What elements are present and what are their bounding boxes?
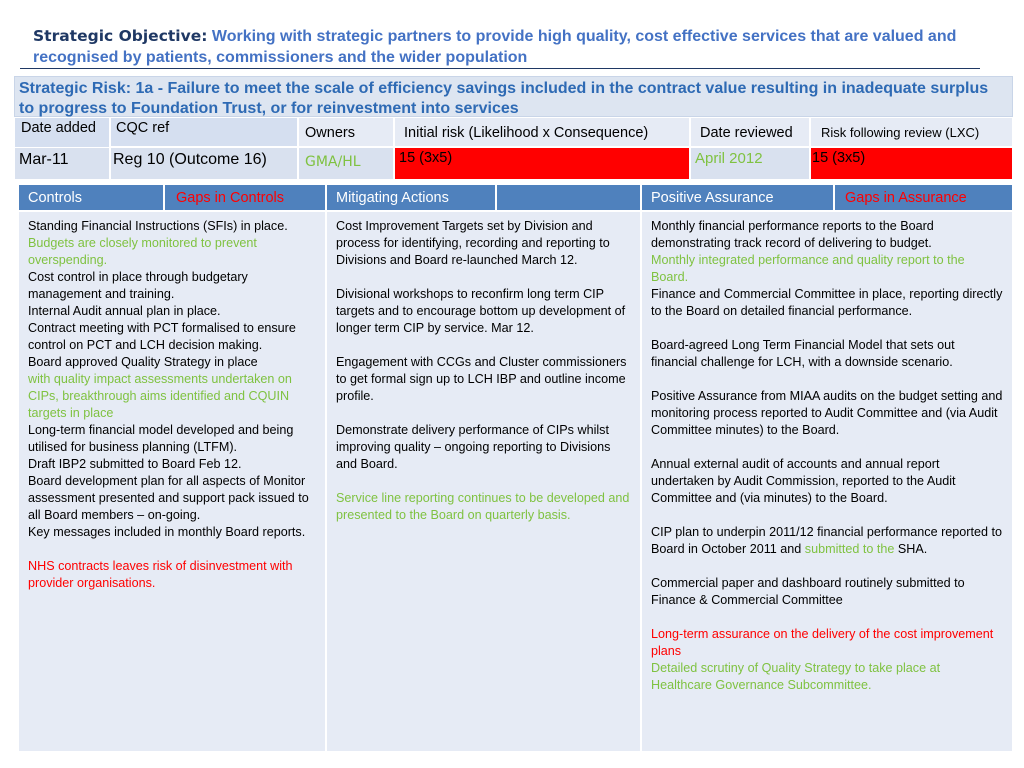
assurance-item-part: CIP plan to underpin 2011/12 financial performance reported to Board in October 2011 and (651, 525, 1002, 556)
control-item: Long-term financial model developed and being utilised for business planning (LTFM). (28, 423, 294, 454)
positive-assurance-header (641, 184, 834, 211)
strategic-objective-header (33, 26, 993, 68)
risk-following-value: 15 (3x5) (812, 150, 866, 166)
assurance-gap-item: Detailed scrutiny of Quality Strategy to take place at Healthcare Governance Subcommittee. (651, 661, 941, 692)
mitigating-item: Cost Improvement Targets set by Division and process for identifying, recording and reporting to Divisions and Board re-launched March 12. (336, 219, 610, 267)
mitigating-actions-header-extra (496, 184, 641, 211)
date-reviewed-header (690, 117, 810, 147)
mitigating-actions-header-label: Mitigating Actions (336, 190, 449, 206)
control-item: Cost control in place through budgetary management and training. (28, 270, 248, 301)
objective-text: Working with strategic partners to provide high quality, cost effective services that are valued and recognised by patients, commissioners and the wider population (33, 28, 957, 66)
assurance-gap-item: Long-term assurance on the delivery of the cost improvement plans (651, 627, 994, 658)
cqc-ref-header-label: CQC ref (116, 120, 170, 136)
gaps-in-controls-header (164, 184, 326, 211)
control-item: Contract meeting with PCT formalised to ensure control on PCT and LCH decision making. (28, 321, 296, 352)
cqc-ref-header (110, 117, 298, 147)
assurance-item (651, 524, 1004, 558)
mitigating-item: Demonstrate delivery performance of CIPs whilst improving quality – ongoing reporting to Divisions and Board. (336, 423, 611, 471)
header-divider (20, 68, 980, 69)
assurance-item: Monthly financial performance reports to the Board demonstrating track record of delivering to budget. (651, 219, 934, 250)
assurance-item: Monthly integrated performance and quality report to the Board. (651, 253, 965, 284)
gaps-in-controls-header-label: Gaps in Controls (176, 190, 284, 206)
initial-risk-header (394, 117, 690, 147)
assurance-item: Positive Assurance from MIAA audits on the budget setting and monitoring process reported to Audit Committee and (via Audit Committee minutes) to the Board. (651, 389, 1003, 437)
mitigating-item: Divisional workshops to reconfirm long term CIP targets and to encourage bottom up development of longer term CIP by service. Mar 12. (336, 287, 626, 335)
mitigating-actions-column (326, 211, 641, 752)
control-item: Draft IBP2 submitted to Board Feb 12. (28, 457, 242, 471)
assurance-item-part: SHA. (897, 542, 928, 556)
assurance-item: Annual external audit of accounts and annual report undertaken by Audit Commission, reported to the Audit Committee and (via minutes) to the Board. (651, 457, 956, 505)
initial-risk-value: 15 (3x5) (399, 150, 453, 166)
date-reviewed-header-label: Date reviewed (700, 125, 793, 141)
controls-header-label: Controls (28, 190, 82, 206)
controls-column (18, 211, 326, 752)
date-added-value-cell (14, 147, 110, 180)
positive-assurance-header-label: Positive Assurance (651, 190, 774, 206)
owners-header-label: Owners (305, 125, 355, 141)
initial-risk-header-label: Initial risk (Likelihood x Consequence) (404, 125, 649, 141)
assurance-item: Finance and Commercial Committee in place, reporting directly to the Board on detailed financial performance. (651, 287, 1003, 318)
assurance-item: Board-agreed Long Term Financial Model that sets out financial challenge for LCH, with a downside scenario. (651, 338, 955, 369)
mitigating-item: Engagement with CCGs and Cluster commissioners to get formal sign up to LCH IBP and outline income profile. (336, 355, 627, 403)
assurance-item: Commercial paper and dashboard routinely submitted to Finance & Commercial Committee (651, 576, 965, 607)
date-added-header-label: Date added (21, 120, 96, 136)
owners-header (298, 117, 394, 147)
mitigating-item: Service line reporting continues to be developed and presented to the Board on quarterly basis. (336, 491, 630, 522)
date-reviewed-value-cell (690, 147, 810, 180)
assurance-item-part: submitted to the (804, 542, 895, 556)
cqc-ref-value-cell (110, 147, 298, 180)
objective-label: Strategic Objective: (33, 27, 208, 45)
owners-value-cell (298, 147, 394, 180)
gaps-in-assurance-header-label: Gaps in Assurance (845, 190, 967, 206)
positive-assurance-column (641, 211, 1013, 752)
control-item: with quality impact assessments undertaken on CIPs, breakthrough aims identified and CQUIN targets in place (28, 372, 292, 420)
strategic-risk-banner: Strategic Risk: 1a - Failure to meet the scale of efficiency savings included in the contract value resulting in inadequate surplus to progress to Foundation Trust, or for reinvestment into services (14, 76, 1013, 117)
control-gap-item: NHS contracts leaves risk of disinvestment with provider organisations. (28, 559, 293, 590)
control-item: Standing Financial Instructions (SFIs) in place. (28, 219, 288, 233)
control-item: Budgets are closely monitored to prevent overspending. (28, 236, 257, 267)
gaps-in-assurance-header (834, 184, 1013, 211)
risk-following-value-cell (810, 147, 1013, 180)
date-added-value: Mar-11 (19, 151, 69, 168)
owners-value: GMA/HL (305, 154, 361, 170)
control-item: Board development plan for all aspects of Monitor assessment presented and support pack issued to all Board members – on-going. (28, 474, 309, 522)
control-item: Board approved Quality Strategy in place (28, 355, 258, 369)
control-item: Internal Audit annual plan in place. (28, 304, 221, 318)
risk-following-header-label: Risk following review (LXC) (821, 125, 980, 140)
mitigating-actions-header (326, 184, 496, 211)
initial-risk-value-cell (394, 147, 690, 180)
cqc-ref-value: Reg 10 (Outcome 16) (113, 151, 267, 168)
control-item: Key messages included in monthly Board reports. (28, 525, 306, 539)
risk-following-header (810, 117, 1013, 147)
controls-header (18, 184, 164, 211)
date-reviewed-value: April 2012 (695, 150, 763, 167)
